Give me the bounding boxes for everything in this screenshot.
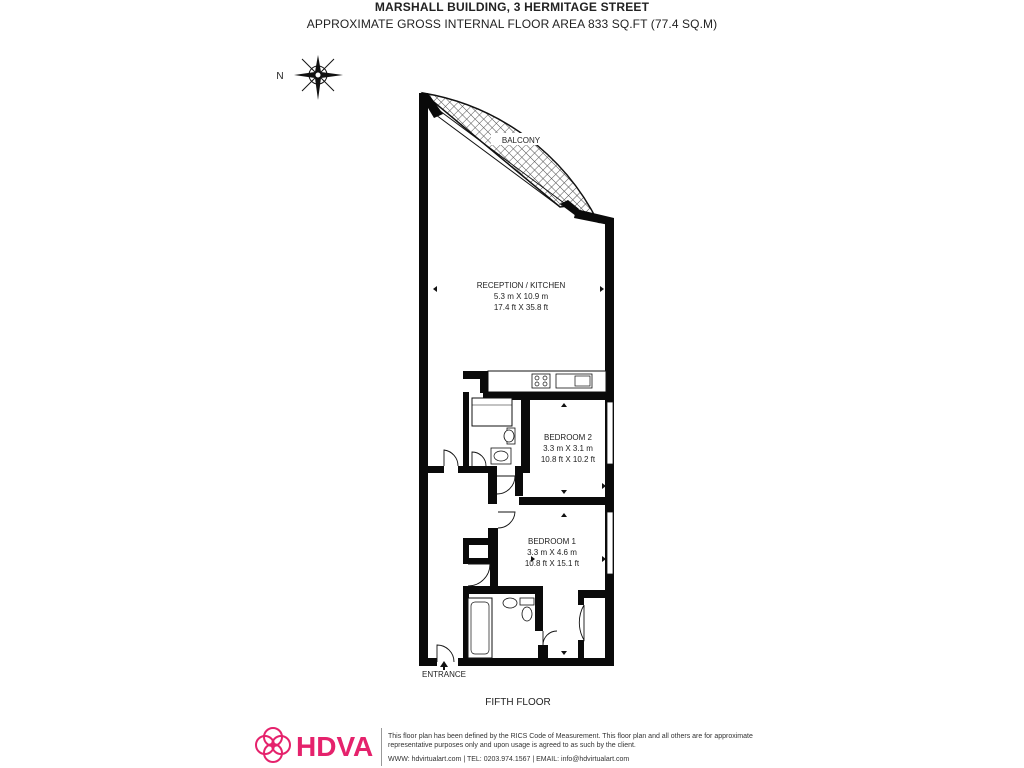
balcony — [423, 93, 598, 222]
bedroom2-imperial: 10.8 ft X 10.2 ft — [540, 455, 596, 464]
reception-kitchen-metric: 5.3 m X 10.9 m — [493, 292, 549, 301]
toilet-lower-icon — [520, 598, 534, 621]
reception-kitchen-label: RECEPTION / KITCHEN — [476, 281, 566, 290]
bedroom1-metric: 3.3 m X 4.6 m — [527, 548, 577, 557]
door-entrance — [437, 645, 454, 662]
bedroom1-imperial: 10.8 ft X 15.1 ft — [524, 559, 580, 568]
compass-north-label: N — [276, 71, 284, 82]
kitchen-counter — [488, 371, 606, 392]
bedroom2-metric: 3.3 m X 3.1 m — [543, 444, 593, 453]
door-cupboard — [468, 564, 490, 586]
bathtub-lower — [468, 598, 492, 658]
door-hall-reception — [444, 450, 458, 466]
door-bathroom-upper — [472, 452, 486, 466]
footer-disclaimer: This floor plan has been defined by the RICS Code of Measurement. This floor plan and all others are for approximate representative purposes only and upon usage is agreed to as such by the client. — [388, 733, 753, 749]
window-bedroom1 — [607, 512, 613, 574]
window-bedroom2 — [607, 402, 613, 464]
shower-bathroom-upper — [472, 398, 512, 426]
bedroom1-label: BEDROOM 1 — [527, 537, 577, 546]
floor-label: FIFTH FLOOR — [485, 697, 551, 708]
bedroom2-label: BEDROOM 2 — [543, 433, 593, 442]
plan-title: MARSHALL BUILDING, 3 HERMITAGE STREET — [374, 0, 650, 14]
entrance-arrow-icon — [440, 661, 448, 670]
balcony-label: BALCONY — [501, 136, 541, 145]
entrance-label: ENTRANCE — [421, 670, 467, 679]
toilet-upper-icon — [504, 428, 515, 444]
door-bathroom-lower — [543, 631, 557, 645]
reception-kitchen-imperial: 17.4 ft X 35.8 ft — [493, 303, 549, 312]
plan-subtitle: APPROXIMATE GROSS INTERNAL FLOOR AREA 833 SQ.FT (77.4 SQ.M) — [306, 17, 718, 31]
door-bedroom1 — [498, 512, 515, 528]
internal-walls — [428, 371, 614, 661]
door-wardrobe — [579, 605, 584, 640]
hdva-logo-icon — [256, 728, 290, 762]
footer-contact: WWW: hdvirtualart.com | TEL: 0203.974.1567 | EMAIL: info@hdvirtualart.com — [388, 756, 630, 763]
basin-lower-icon — [503, 598, 517, 608]
compass-rose-icon — [294, 55, 343, 100]
footer-separator — [381, 728, 382, 766]
basin-upper-icon — [491, 448, 511, 464]
door-bedroom2 — [497, 476, 515, 494]
hdva-logo-text: HDVA — [296, 731, 374, 762]
